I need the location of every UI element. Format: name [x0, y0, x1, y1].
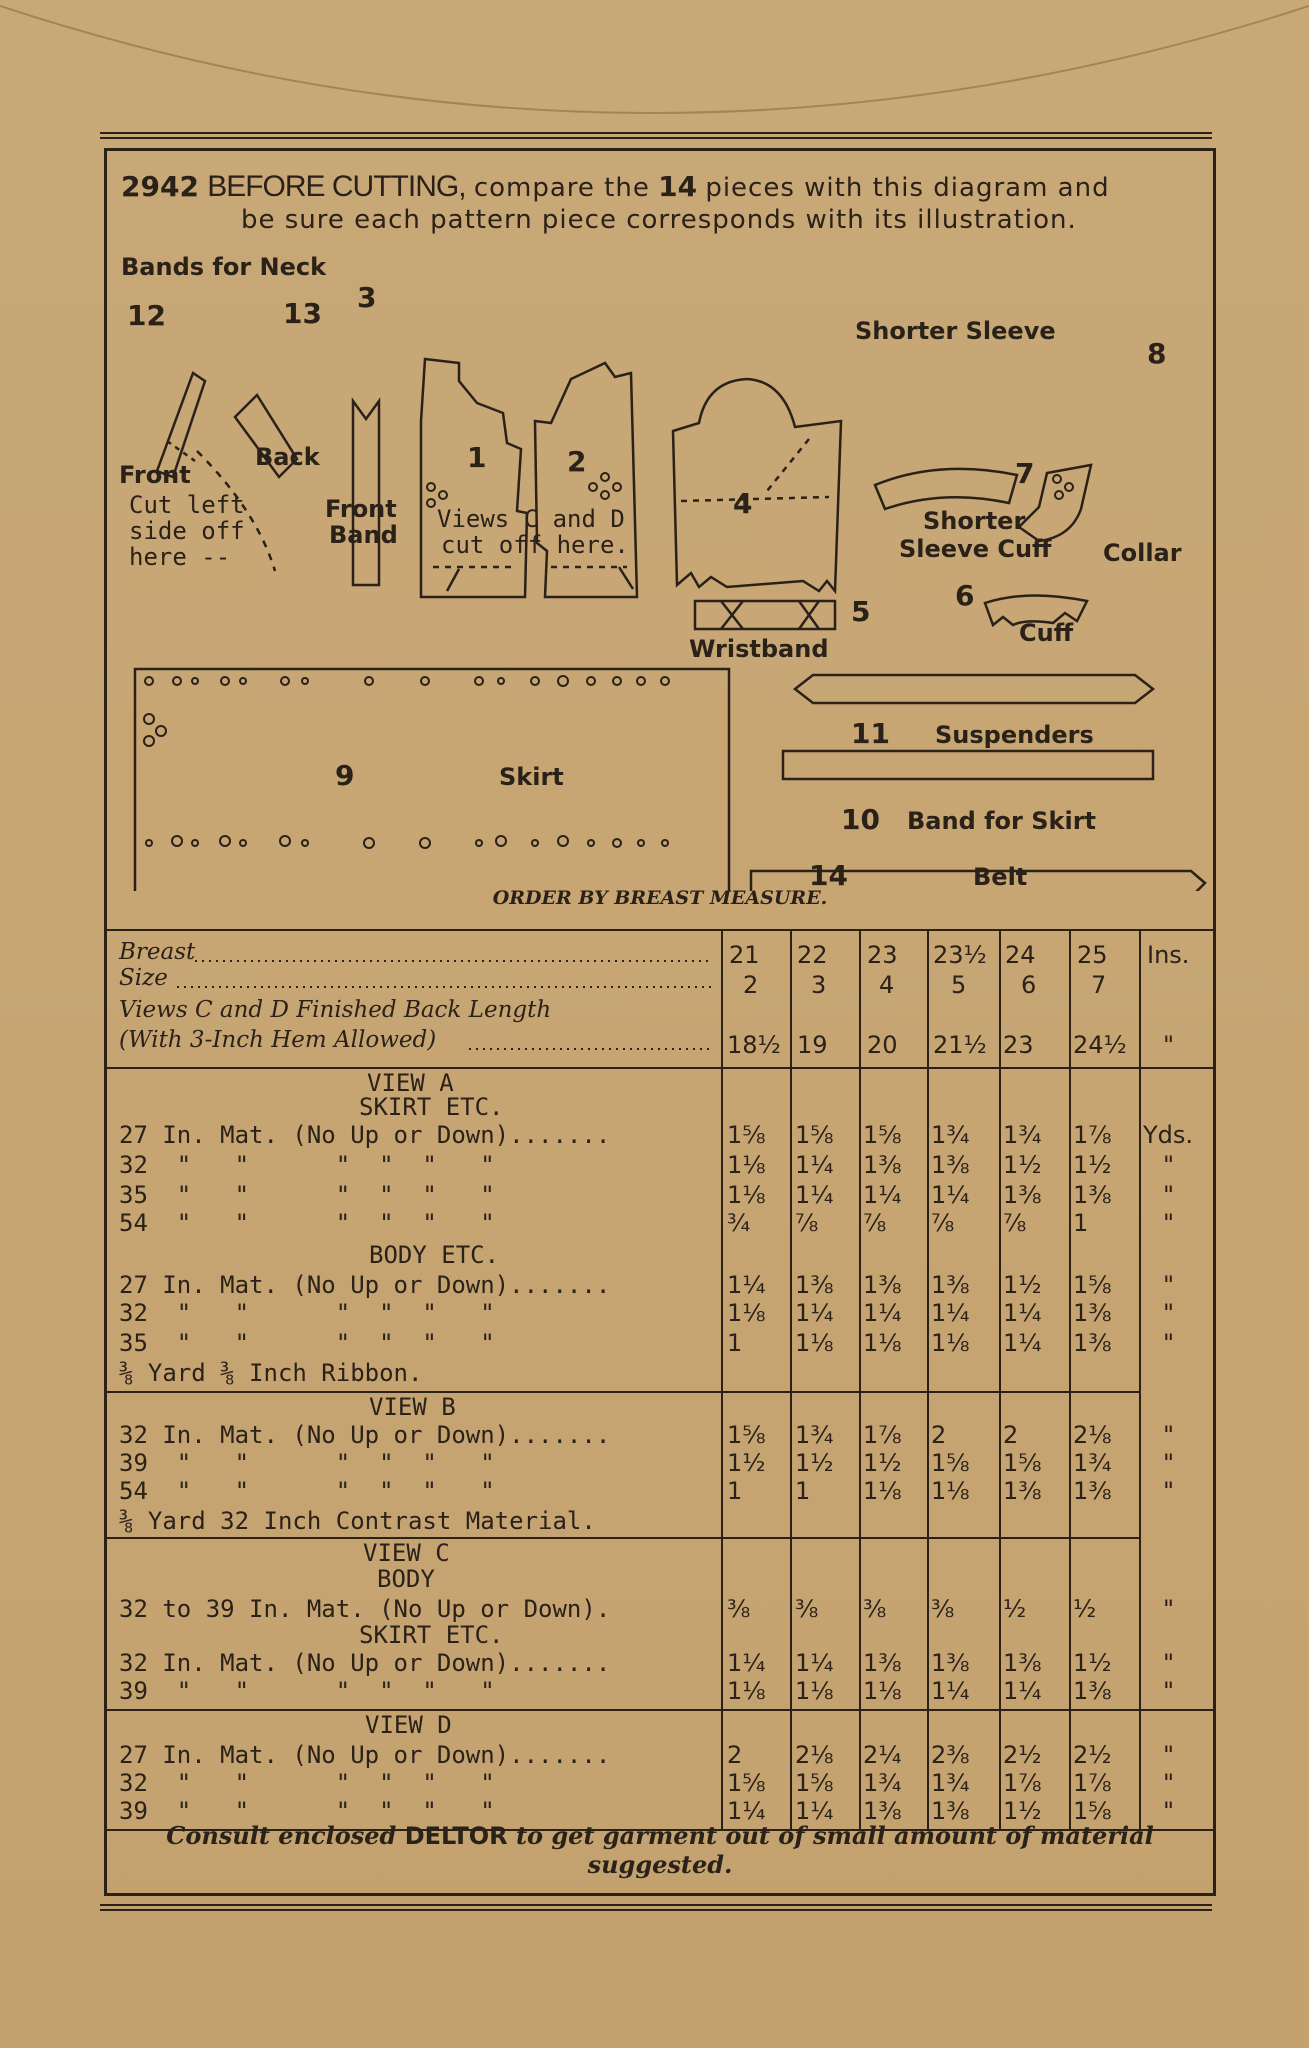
breast-label: Breast: [119, 939, 196, 965]
yardage-cell: 1¼: [863, 1299, 902, 1327]
yardage-cell: 2: [727, 1741, 743, 1769]
section-separator-d: [107, 1709, 1213, 1711]
piece-5-shape: [695, 601, 835, 629]
piece-11-number: 11: [851, 717, 890, 750]
yardage-cell: 1½: [727, 1449, 766, 1477]
footer-deltor: DELTOR: [404, 1822, 508, 1850]
header-line1-a: compare the: [473, 173, 650, 203]
row-label: 27 In. Mat. (No Up or Down).......: [119, 1271, 611, 1299]
unit-cell: ": [1163, 1181, 1175, 1209]
header-line1-b: pieces with this diagram and: [705, 173, 1110, 203]
yardage-cell: 1⅞: [1003, 1769, 1042, 1797]
shorter-sleeve-cuff-line1: Shorter: [923, 507, 1026, 535]
unit-cell: ": [1163, 1477, 1175, 1505]
header-line2: be sure each pattern piece corresponds with its illustration.: [241, 205, 1077, 235]
yardage-cell: 2⅛: [795, 1741, 834, 1769]
yardage-cell: 1¼: [795, 1649, 834, 1677]
yardage-cell: ⅜: [931, 1595, 955, 1623]
yardage-cell: 1¾: [1003, 1121, 1042, 1149]
unit-cell: ": [1163, 1677, 1175, 1705]
yardage-cell: ½: [1073, 1595, 1097, 1623]
yardage-cell: 1½: [795, 1449, 834, 1477]
breast-col-5: 24: [1005, 941, 1036, 969]
piece-3-number: 3: [357, 281, 377, 314]
unit-cell: ": [1163, 1649, 1175, 1677]
yardage-cell: 1⅜: [863, 1151, 902, 1179]
unit-cell: ": [1163, 1271, 1175, 1299]
yardage-cell: 2: [1003, 1421, 1019, 1449]
yardage-cell: 1⅜: [1003, 1181, 1042, 1209]
yardage-cell: 1¼: [931, 1299, 970, 1327]
yardage-cell: 1¾: [1073, 1449, 1112, 1477]
before-cutting-heading: BEFORE CUTTING,: [207, 170, 466, 203]
col-sep: [790, 931, 792, 1831]
piece-7-shape: [875, 469, 1017, 509]
yardage-cell: 1⅜: [863, 1797, 902, 1825]
piece-1-number: 1: [467, 441, 487, 474]
order-by-breast-measure: ORDER BY BREAST MEASURE.: [492, 887, 828, 909]
piece-4-number: 4: [733, 487, 753, 520]
size-col-4: 5: [951, 971, 967, 999]
unit-cell: ": [1163, 1329, 1175, 1357]
yardage-cell: 1⅛: [727, 1151, 766, 1179]
yardage-cell: 1⅜: [931, 1797, 970, 1825]
piece-9-shape: [135, 669, 729, 891]
yardage-cell: 1¾: [931, 1769, 970, 1797]
yardage-cell: 1⅜: [863, 1271, 902, 1299]
piece-7-number: 7: [1015, 457, 1035, 490]
views-cd-line1: Views C and D: [437, 505, 625, 533]
body-heading: BODY: [377, 1565, 435, 1593]
yardage-cell: 1⅛: [931, 1477, 970, 1505]
yardage-cell: 1⅜: [931, 1649, 970, 1677]
yardage-cell: 1⅝: [727, 1121, 766, 1149]
yardage-cell: ⅞: [931, 1209, 955, 1237]
yardage-cell: 1⅞: [863, 1421, 902, 1449]
yardage-cell: 1⅜: [1073, 1181, 1112, 1209]
unit-cell: ": [1163, 1741, 1175, 1769]
length-col-5: 23: [1003, 1031, 1034, 1059]
row-label: 32 " " " " " ": [119, 1299, 495, 1327]
yardage-cell: 1¼: [1003, 1299, 1042, 1327]
cuff-label: Cuff: [1019, 619, 1074, 647]
yardage-table: [107, 929, 1213, 1831]
front-band-line1: Front: [325, 495, 397, 523]
yardage-cell: 1½: [1003, 1271, 1042, 1299]
length-col-2: 19: [797, 1031, 828, 1059]
piece-5-number: 5: [851, 595, 871, 628]
size-label: Size: [119, 965, 168, 991]
piece-8-number: 8: [1147, 337, 1167, 370]
yardage-cell: 1⅛: [931, 1329, 970, 1357]
view-c-heading: VIEW C: [363, 1539, 450, 1567]
yardage-cell: 1¾: [931, 1121, 970, 1149]
yardage-cell: 1⅝: [727, 1421, 766, 1449]
pattern-instruction-sheet: [104, 148, 1216, 1896]
row-label: 32 " " " " " ": [119, 1769, 495, 1797]
col-sep: [927, 931, 929, 1831]
size-col-5: 6: [1021, 971, 1037, 999]
unit-cell: ": [1163, 1209, 1175, 1237]
yardage-cell: 1⅜: [1073, 1677, 1112, 1705]
yardage-cell: 1⅜: [931, 1271, 970, 1299]
yardage-cell: 1½: [863, 1449, 902, 1477]
front-label: Front: [119, 461, 191, 489]
yardage-cell: 1: [727, 1329, 743, 1357]
piece-1-shape: [421, 359, 527, 597]
piece-14-number: 14: [809, 859, 848, 892]
yardage-cell: 1⅛: [727, 1677, 766, 1705]
yardage-cell: 1⅛: [727, 1299, 766, 1327]
cut-left-line1: Cut left: [129, 491, 245, 519]
row-label: 54 " " " " " ": [119, 1477, 495, 1505]
yardage-cell: 2½: [1003, 1741, 1042, 1769]
yardage-cell: 1: [1073, 1209, 1089, 1237]
col-sep: [859, 931, 861, 1831]
hem-allowed-label: (With 3-Inch Hem Allowed): [119, 1027, 437, 1053]
yardage-cell: ¾: [727, 1209, 751, 1237]
row-label: 32 " " " " " ": [119, 1151, 495, 1179]
yardage-cell: 1⅞: [1073, 1769, 1112, 1797]
yardage-cell: 1⅜: [931, 1151, 970, 1179]
size-col-1: 2: [743, 971, 759, 999]
yardage-cell: 1: [795, 1477, 811, 1505]
wristband-label: Wristband: [689, 635, 829, 663]
col-sep: [1069, 931, 1071, 1831]
breast-col-6: 25: [1077, 941, 1108, 969]
yardage-cell: 1¼: [795, 1299, 834, 1327]
yardage-cell: 1⅛: [727, 1181, 766, 1209]
piece-10-shape: [783, 751, 1153, 779]
yardage-cell: 1⅜: [863, 1649, 902, 1677]
length-col-4: 21½: [933, 1031, 987, 1059]
yardage-cell: 1: [727, 1477, 743, 1505]
body-etc-heading: BODY ETC.: [369, 1241, 500, 1269]
yardage-cell: 1½: [1003, 1151, 1042, 1179]
yardage-cell: 1¼: [795, 1151, 834, 1179]
col-sep: [1139, 931, 1141, 1831]
footer-note: [107, 1821, 1213, 1879]
row-label: 27 In. Mat. (No Up or Down).......: [119, 1741, 611, 1769]
footer-text-a: Consult enclosed: [166, 1821, 397, 1850]
piece-10-number: 10: [841, 803, 880, 836]
unit-cell: ": [1163, 1595, 1175, 1623]
yardage-cell: 1⅝: [1073, 1271, 1112, 1299]
piece-4-shape: [673, 379, 841, 591]
yardage-cell: 1⅝: [863, 1121, 902, 1149]
row-label: ⅜ Yard ⅜ Inch Ribbon.: [119, 1359, 423, 1387]
yardage-cell: 1¼: [727, 1649, 766, 1677]
piece-12-number: 12: [127, 299, 166, 332]
yardage-cell: 1⅛: [795, 1677, 834, 1705]
pattern-pieces-drawing: [107, 251, 1213, 891]
yardage-cell: 2½: [1073, 1741, 1112, 1769]
belt-label: Belt: [973, 863, 1028, 891]
row-label: 35 " " " " " ": [119, 1181, 495, 1209]
yardage-cell: 1¾: [863, 1769, 902, 1797]
leader-dots: [107, 931, 727, 1071]
yardage-cell: 1⅝: [1003, 1449, 1042, 1477]
size-col-2: 3: [811, 971, 827, 999]
yardage-cell: 1⅜: [795, 1271, 834, 1299]
yardage-cell: 1¼: [931, 1677, 970, 1705]
breast-col-2: 22: [797, 941, 828, 969]
views-cd-length-label: Views C and D Finished Back Length: [119, 997, 552, 1023]
row-label: 32 In. Mat. (No Up or Down).......: [119, 1421, 611, 1449]
band-for-skirt-label: Band for Skirt: [907, 807, 1097, 835]
section-separator-b: [107, 1391, 1139, 1393]
yardage-cell: 1¼: [795, 1181, 834, 1209]
skirt-label: Skirt: [499, 763, 564, 791]
yardage-cell: 1½: [1003, 1797, 1042, 1825]
view-a-heading: VIEW A: [367, 1069, 454, 1097]
yardage-cell: 2⅜: [931, 1741, 970, 1769]
cut-left-line2: side off: [129, 517, 245, 545]
row-label: 39 " " " " " ": [119, 1449, 495, 1477]
yardage-cell: ½: [1003, 1595, 1027, 1623]
yardage-cell: 1¼: [931, 1181, 970, 1209]
yardage-cell: 1¼: [727, 1797, 766, 1825]
shorter-sleeve-label: Shorter Sleeve: [855, 317, 1056, 345]
piece-9-number: 9: [335, 759, 355, 792]
size-col-6: 7: [1091, 971, 1107, 999]
yardage-cell: 1½: [1073, 1649, 1112, 1677]
back-label: Back: [255, 443, 320, 471]
yardage-cell: 1¼: [1003, 1329, 1042, 1357]
yardage-cell: 2⅛: [1073, 1421, 1112, 1449]
unit-cell: ": [1163, 1421, 1175, 1449]
yardage-cell: 1⅞: [1073, 1121, 1112, 1149]
yardage-cell: 1½: [1073, 1151, 1112, 1179]
yardage-cell: 1⅜: [1073, 1299, 1112, 1327]
row-label: ⅜ Yard 32 Inch Contrast Material.: [119, 1507, 596, 1535]
size-col-3: 4: [879, 971, 895, 999]
yardage-cell: 1⅛: [863, 1477, 902, 1505]
ins-unit: Ins.: [1147, 941, 1190, 969]
piece-2-shape: [535, 363, 637, 597]
unit-cell: ": [1163, 1769, 1175, 1797]
unit-cell: Yds.: [1143, 1121, 1194, 1149]
breast-col-1: 21: [729, 941, 760, 969]
yardage-cell: ⅞: [795, 1209, 819, 1237]
col-sep: [999, 931, 1001, 1831]
row-label: 32 In. Mat. (No Up or Down).......: [119, 1649, 611, 1677]
yardage-cell: 1⅝: [1073, 1797, 1112, 1825]
yardage-cell: 1¼: [863, 1181, 902, 1209]
suspenders-label: Suspenders: [935, 721, 1094, 749]
piece-11-shape: [795, 675, 1153, 703]
yardage-cell: 1⅜: [1003, 1477, 1042, 1505]
yardage-cell: ⅞: [863, 1209, 887, 1237]
length-col-6: 24½: [1073, 1031, 1127, 1059]
row-label: 32 to 39 In. Mat. (No Up or Down).: [119, 1595, 611, 1623]
yardage-cell: ⅜: [795, 1595, 819, 1623]
row-label: 39 " " " " " ": [119, 1677, 495, 1705]
unit-cell: ": [1163, 1151, 1175, 1179]
yardage-cell: 1¼: [727, 1271, 766, 1299]
piece-6-number: 6: [955, 579, 975, 612]
pieces-count: 14: [658, 170, 698, 203]
yardage-cell: 1⅝: [931, 1449, 970, 1477]
bands-for-neck-label: Bands for Neck: [121, 253, 327, 281]
shorter-sleeve-cuff-line2: Sleeve Cuff: [899, 535, 1052, 563]
yardage-cell: 2¼: [863, 1741, 902, 1769]
unit-cell: ": [1163, 1299, 1175, 1327]
unit-cell: ": [1163, 1449, 1175, 1477]
yardage-cell: 1⅜: [1073, 1477, 1112, 1505]
yardage-cell: ⅞: [1003, 1209, 1027, 1237]
yardage-cell: 1¼: [1003, 1677, 1042, 1705]
row-label: 54 " " " " " ": [119, 1209, 495, 1237]
piece-3-shape: [353, 401, 379, 585]
breast-col-3: 23: [867, 941, 898, 969]
yardage-cell: 1⅛: [863, 1329, 902, 1357]
yardage-cell: ⅜: [863, 1595, 887, 1623]
yardage-cell: 1⅛: [795, 1329, 834, 1357]
yardage-cell: 1⅝: [795, 1769, 834, 1797]
cut-left-line3: here --: [129, 543, 231, 571]
yardage-cell: 1⅜: [1003, 1649, 1042, 1677]
yardage-cell: 1⅝: [727, 1769, 766, 1797]
unit-cell: ": [1163, 1797, 1175, 1825]
view-d-heading: VIEW D: [365, 1711, 452, 1739]
length-col-1: 18½: [727, 1031, 781, 1059]
pattern-number: 2942: [121, 170, 199, 203]
skirt-etc-heading: SKIRT ETC.: [359, 1093, 504, 1121]
envelope-flap-line: [0, 0, 1309, 140]
views-cd-line2: cut off here.: [441, 531, 629, 559]
breast-col-4: 23½: [933, 941, 987, 969]
length-col-3: 20: [867, 1031, 898, 1059]
skirt-etc-c-heading: SKIRT ETC.: [359, 1621, 504, 1649]
yardage-cell: 1⅜: [1073, 1329, 1112, 1357]
view-b-heading: VIEW B: [369, 1393, 456, 1421]
section-separator-c: [107, 1537, 1139, 1539]
yardage-cell: ⅜: [727, 1595, 751, 1623]
row-label: 39 " " " " " ": [119, 1797, 495, 1825]
yardage-cell: 1¼: [795, 1797, 834, 1825]
row-label: 35 " " " " " ": [119, 1329, 495, 1357]
collar-label: Collar: [1103, 539, 1182, 567]
yardage-cell: 2: [931, 1421, 947, 1449]
piece-13-number: 13: [283, 297, 322, 330]
yardage-cell: 1¾: [795, 1421, 834, 1449]
row-label: 27 In. Mat. (No Up or Down).......: [119, 1121, 611, 1149]
length-unit: ": [1163, 1031, 1175, 1059]
front-band-line2: Band: [329, 521, 398, 549]
cutting-instructions-header: [121, 171, 1201, 236]
piece-2-number: 2: [567, 445, 587, 478]
yardage-cell: 1⅛: [863, 1677, 902, 1705]
footer-text-b: to get garment out of small amount of material suggested.: [515, 1821, 1154, 1879]
yardage-cell: 1⅝: [795, 1121, 834, 1149]
